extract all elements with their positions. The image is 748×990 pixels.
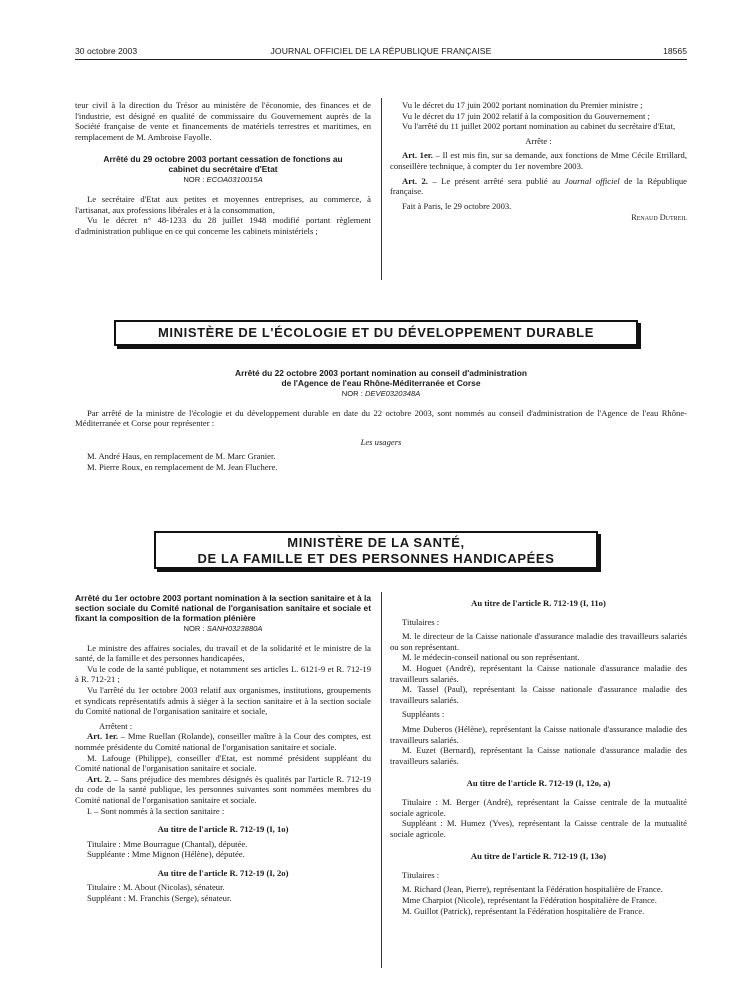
list-item: Suppléant : M. Franchis (Serge), sénateur. <box>87 893 232 904</box>
suppleants-label: Suppléants : <box>402 709 445 720</box>
article-subheading: Au titre de l'article R. 712-19 (I, 1o) <box>157 824 289 835</box>
list-item: M. Pierre Roux, en remplacement de M. Jean Fluchere. <box>87 461 278 472</box>
paragraph: teur civil à la direction du Trésor au ministère de l'économie, des finances et de l'industrie, est désigné en qualité de commissaire du Gouvernement auprès de la Société française de vente et financements de matériels terrestres et maritimes, en remplacement de M. Ambroise Fayolle. <box>75 100 371 142</box>
paragraph: Vu l'arrêté du 1er octobre 2003 relatif aux organismes, institutions, groupements et syndicats représentatifs admis à siéger à la section sanitaire et à la section sociale du Comité national de l'organisation sanitaire et sociale, <box>75 684 371 717</box>
paragraph: M. Lafouge (Philippe), conseiller d'Etat, est nommé président suppléant du Comité national de l'organisation sanitaire et sociale. <box>75 752 371 774</box>
paragraph: Vu l'arrêté du 11 juillet 2002 portant nomination au cabinet du secrétaire d'Etat, <box>402 121 676 132</box>
ministry-heading-ecologie: MINISTÈRE DE L'ÉCOLOGIE ET DU DÉVELOPPEMENT DURABLE <box>114 320 638 346</box>
ministry-heading-sante <box>154 531 598 569</box>
header-date: 30 octobre 2003 <box>75 46 138 56</box>
list-item: Suppléant : M. Humez (Yves), représentant la Caisse centrale de la mutualité sociale agricole. <box>390 818 687 839</box>
list-item: M. le directeur de la Caisse nationale d'assurance maladie des travailleurs salariés ou son représentant. <box>390 631 687 652</box>
nor-reference: NOR : SANH0323880A <box>183 624 263 633</box>
article-subheading: Au titre de l'article R. 712-19 (I, 11o) <box>471 598 606 608</box>
arretent-label: Arrêtent : <box>99 720 133 731</box>
list-item: M. André Haus, en remplacement de M. Marc Granier. <box>87 451 276 462</box>
nor-reference: NOR : ECOA0310015A <box>183 175 263 185</box>
subheading-usagers: Les usagers <box>360 436 402 447</box>
column-separator <box>381 98 382 280</box>
article-subheading: Au titre de l'article R. 712-19 (I, 13o) <box>470 851 607 862</box>
paragraph: Vu le décret du 17 juin 2002 relatif à la composition du Gouvernement ; <box>402 110 650 121</box>
nor-reference: NOR : DEVE0320348A <box>341 389 421 398</box>
decree-title-line2: de l'Agence de l'eau Rhône-Méditerranée et Corse <box>281 378 481 388</box>
running-header <box>75 46 687 60</box>
list-item: Titulaire : Mme Bourrague (Chantal), députée. <box>87 838 248 849</box>
list-item: Mme Duberos (Hélène), représentant la Caisse nationale d'assurance maladie des travailleurs salariés. <box>390 723 687 745</box>
article-1: Art. 1er. – Mme Ruellan (Rolande), conseiller maître à la Cour des comptes, est nommée présidente du Comité national de l'organisation sanitaire et sociale. <box>75 731 371 752</box>
titulaires-label: Titulaires : <box>402 616 440 627</box>
article-2: Art. 2. – Sans préjudice des membres désignés ès qualités par l'article R. 712-19 du code de la santé publique, les personnes suivantes sont nommées membres du Comité national de l'organisation sanitaire et sociale. <box>75 773 372 805</box>
paragraph: Vu le code de la santé publique, et notamment ses articles L. 6121-9 et R. 712-19 à R. 712-21 ; <box>75 663 371 685</box>
page-number: 18565 <box>663 46 687 56</box>
article-1: Art. 1er. – Il est mis fin, sur sa demande, aux fonctions de Mme Cécile Etrillard, conseillère technique, à compter du 1er novembre 2003. <box>390 150 687 171</box>
list-item: Titulaire : M. About (Nicolas), sénateur. <box>87 882 225 893</box>
date-line: Fait à Paris, le 29 octobre 2003. <box>402 200 512 211</box>
article-2: Art. 2. – Le présent arrêté sera publié au Journal officiel de la République française. <box>390 175 687 197</box>
article-subheading: Au titre de l'article R. 712-19 (I, 2o) <box>157 867 289 878</box>
paragraph: Le ministre des affaires sociales, du travail et de la solidarité et le ministre de la santé, de la famille et des personnes handicapées, <box>75 642 371 664</box>
sante-left-column <box>75 593 371 904</box>
list-item: M. Guillot (Patrick), représentant la Fédération hospitalière de France. <box>402 905 645 916</box>
ministry-line2: DE LA FAMILLE ET DES PERSONNES HANDICAPÉES <box>197 550 555 566</box>
signature: Renaud Dutreil <box>631 213 687 223</box>
paragraph: Vu le décret du 17 juin 2002 portant nomination du Premier ministre ; <box>402 100 643 110</box>
list-item: Suppléante : Mme Mignon (Hélène), députée. <box>87 849 245 860</box>
ministry-line1: MINISTÈRE DE LA SANTÉ, <box>287 535 465 550</box>
list-item: Titulaire : M. Berger (André), représentant la Caisse centrale de la mutualité sociale agricole. <box>390 796 687 818</box>
paragraph: Par arrêté de la ministre de l'écologie et du développement durable en date du 22 octobre 2003, sont nommés au conseil d'administration de l'Agence de l'eau Rhône-Méditerranée et Corse pour représenter : <box>75 407 687 429</box>
journal-title: JOURNAL OFFICIEL DE LA RÉPUBLIQUE FRANÇAISE <box>270 46 492 56</box>
paragraph: Le secrétaire d'Etat aux petites et moyennes entreprises, au commerce, à l'artisanat, aux professions libérales et à la consommation, <box>75 193 371 215</box>
column-separator <box>381 592 382 968</box>
list-item: Mme Charpiot (Nicole), représentant la Fédération hospitalière de France. <box>402 895 657 906</box>
decree-title-line1: Arrêté du 22 octobre 2003 portant nomination au conseil d'administration <box>235 368 527 378</box>
list-item: M. Tassel (Paul), représentant la Caisse nationale d'assurance maladie des travailleurs salariés. <box>390 684 687 705</box>
list-item: M. le médecin-conseil national ou son représentant. <box>402 652 580 663</box>
decree-title: Arrêté du 1er octobre 2003 portant nomination à la section sanitaire et à la section sociale du Comité national de l'organisation sanitaire et sociale et fixant la composition de la formation plénière <box>75 593 371 623</box>
list-item: M. Richard (Jean, Pierre), représentant la Fédération hospitalière de France. <box>402 884 663 895</box>
arrete-label: Arrête : <box>525 135 552 146</box>
sante-right-column <box>390 598 687 916</box>
ecologie-section <box>75 368 687 473</box>
list-item: M. Euzet (Bernard), représentant la Caisse nationale d'assurance maladie des travailleurs salariés. <box>390 745 687 766</box>
titulaires-label: Titulaires : <box>402 869 440 880</box>
paragraph: Vu le décret n° 48-1233 du 28 juillet 1948 modifié portant règlement d'administration publique en ce qui concerne les cabinets ministériels ; <box>75 215 371 236</box>
article-subheading: Au titre de l'article R. 712-19 (I, 12o, a) <box>466 778 611 789</box>
top-right-column <box>390 100 687 224</box>
top-left-column <box>75 100 371 236</box>
decree-title: Arrêté du 29 octobre 2003 portant cessation de fonctions au cabinet du secrétaire d'Etat <box>103 154 343 175</box>
section-label: I. – Sont nommés à la section sanitaire : <box>87 805 225 816</box>
list-item: M. Hoguet (André), représentant la Caisse nationale d'assurance maladie des travailleurs salariés. <box>390 662 687 684</box>
